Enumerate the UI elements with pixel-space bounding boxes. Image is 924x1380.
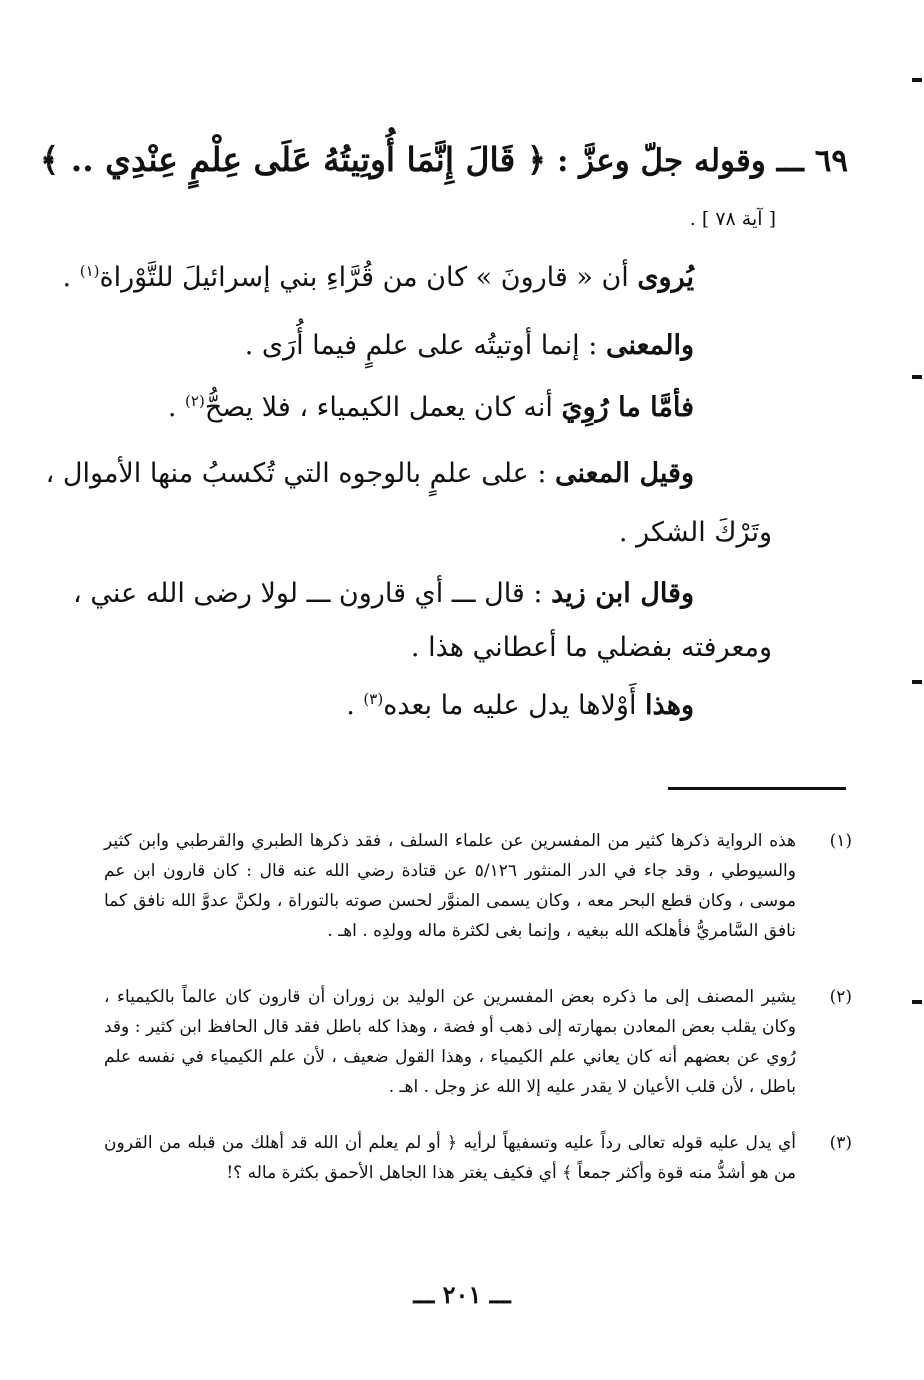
footnote-marker: (٣) [363, 690, 384, 708]
paragraph-4 [46, 458, 694, 489]
paragraph-tail: . [167, 392, 186, 423]
footnote-text: هذه الرواية ذكرها كثير من المفسرين عن علماء السلف ، فقد ذكرها الطبري والقرطبي وابن كثير والسيوطي ، وقد جاء في الدر المنثور ٥/١٢٦ عن قتادة رضي الله عنه قال : كان قارون ابن عم موسى ، وكان قطع البحر معه ، وكان يسمى المنوَّر لحسن صوته بالتوراة ، ولكنَّ عدوَّ الله نافق كما نافق السَّامريُّ فأهلكه الله ببغيه ، وإنما بغى لكثرة ماله وولدِه . اهـ . [104, 831, 797, 941]
entry-number: ٦٩ [814, 143, 848, 179]
paragraph-text: : على علمٍ بالوجوه التي تُكسبُ منها الأموال ، [45, 458, 547, 489]
edge-mark [912, 375, 922, 379]
paragraph-lead: يُروى [637, 262, 694, 293]
paragraph-text: : قال ـــ أي قارون ـــ لولا رضى الله عني ، [73, 578, 543, 609]
paragraph-5 [73, 578, 694, 609]
paragraph-text: أَوْلاها يدل عليه ما بعده [383, 690, 637, 721]
footnote-1 [104, 826, 852, 946]
edge-mark [912, 1000, 922, 1004]
paragraph-3 [168, 392, 694, 423]
paragraph-tail: . [62, 262, 80, 293]
paragraph-text: أنه كان يعمل الكيمياء ، فلا يصحُّ [204, 392, 553, 423]
paragraph-lead: وهذا [645, 690, 694, 721]
edge-mark [912, 78, 922, 82]
footnote-number: (٢) [829, 987, 852, 1007]
verse-heading [40, 140, 848, 179]
paragraph-text: أن « قارونَ » كان من قُرَّاءِ بني إسرائيلَ للتَّوْراة [99, 262, 629, 293]
footnote-number: (١) [829, 831, 852, 851]
quran-verse: ﴿ قَالَ إِنَّمَا أُوتِيتُهُ عَلَى عِلْمٍ عِنْدِي .. ﴾ [39, 140, 547, 179]
paragraph-lead: وقال ابن زيد [551, 578, 694, 609]
paragraph-tail: . [346, 690, 364, 721]
paragraph-1 [63, 262, 694, 293]
footnote-2 [104, 982, 852, 1102]
footnote-number: (٣) [829, 1133, 852, 1153]
edge-mark [912, 680, 922, 684]
footnote-marker: (١) [79, 262, 100, 280]
paragraph-lead: والمعنى [605, 330, 694, 361]
footnote-text: يشير المصنف إلى ما ذكره بعض المفسرين عن الوليد بن زوران أن قارون كان عالماً بالكيمياء ، وكان يقلب بعض المعادن بمهارته إلى ذهب أو فضة ، وهذا كله باطل فقد قال الحافظ ابن كثير : وقد رُوي عن بعضهم أنه كان يعاني علم الكيمياء ، وهذا القول ضعيف ، لأن علم الكيمياء في نفسه علم باطل ، لأن قلب الأعيان لا يقدر عليه إلا الله عز وجل . اهـ . [104, 987, 796, 1097]
footnote-3 [104, 1128, 852, 1188]
paragraph-2 [245, 330, 694, 361]
paragraph-6 [346, 690, 694, 721]
paragraph-4-continuation: وتَرْكَ الشكر . [618, 517, 772, 548]
page-number: ـــ ٢٠١ ـــ [413, 1280, 511, 1309]
footnote-separator [668, 787, 846, 790]
footnote-text: أي يدل عليه قوله تعالى رداً عليه وتسفيهاً لرأيه ﴿ أو لم يعلم أن الله قد أهلك من قبله من القرون من هو أشدُّ منه قوة وأكثر جمعاً ﴾ أي فكيف يغتر هذا الجاهل الأحمق بكثرة ماله ؟! [104, 1133, 796, 1183]
ayah-reference: [ آية ٧٨ ] . [689, 208, 776, 230]
footnote-marker: (٢) [185, 392, 205, 410]
paragraph-lead: وقيل المعنى [555, 458, 694, 489]
entry-intro: ـــ وقوله جلّ وعزَّ : [556, 143, 804, 179]
paragraph-text: : إنما أوتيتُه على علمٍ فيما أُرَى . [244, 330, 598, 361]
paragraph-5-continuation: ومعرفته بفضلي ما أعطاني هذا . [410, 632, 772, 663]
paragraph-lead: فأمَّا ما رُوِيَ [561, 392, 694, 423]
